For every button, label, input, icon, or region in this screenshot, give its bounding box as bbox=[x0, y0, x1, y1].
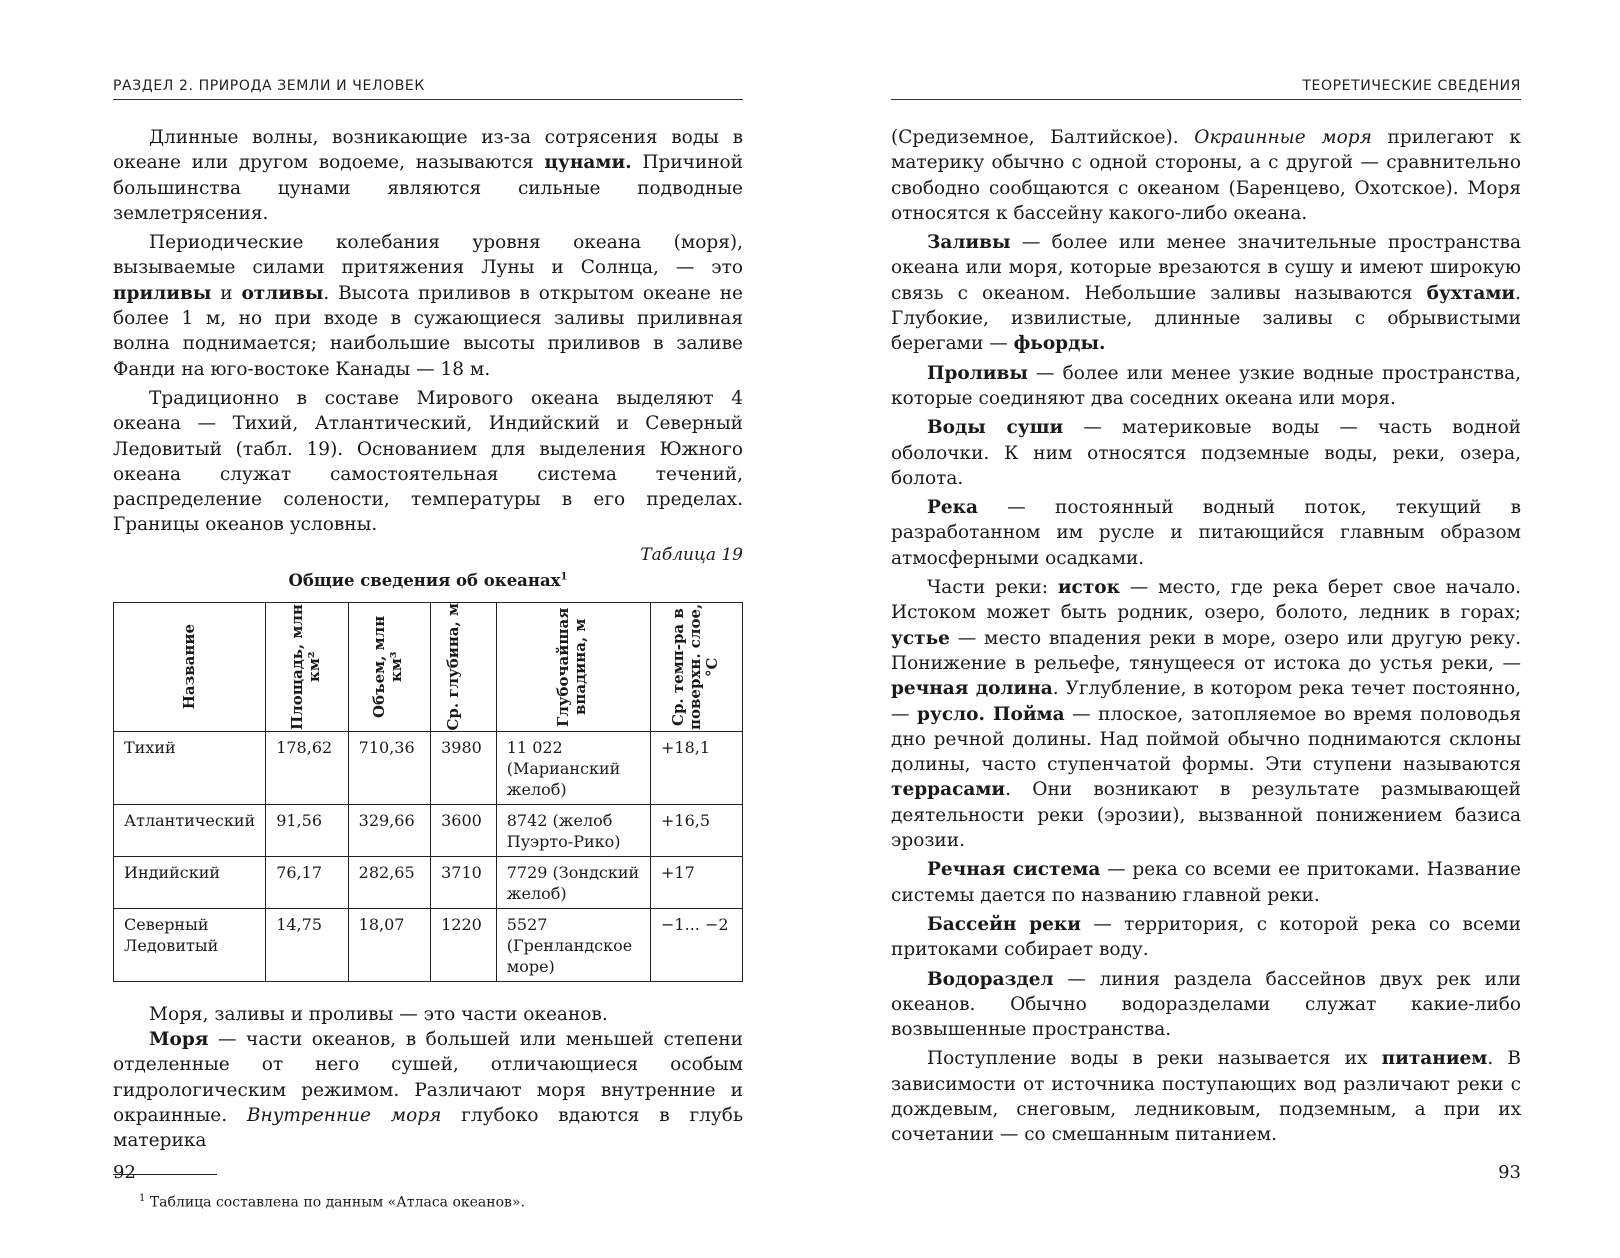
term-source: исток bbox=[1057, 577, 1120, 599]
term-river: Река bbox=[927, 497, 979, 519]
term-straits: Проливы bbox=[927, 362, 1028, 384]
term-tides: приливы bbox=[113, 282, 212, 304]
term-seas: Моря bbox=[149, 1029, 209, 1051]
paragraph-tides: Периодические колебания уровня океана (моря), вызываемые силами притяжения Луны и Солнца, — это приливы и отливы. Высота приливов в открытом океане не более 1 м, но при входе в сужающиеся заливы приливная волна поднимается; наибольшие высоты приливов в заливе Фанди на юго-востоке Канады — 18 м. bbox=[113, 232, 744, 380]
term-feeding: питанием bbox=[1381, 1048, 1488, 1070]
header-area: Площадь, млн км² bbox=[266, 602, 348, 731]
oceans-table bbox=[113, 602, 743, 982]
table-row: Индийский 76,17 282,65 3710 7729 (Зондский желоб) +17 bbox=[114, 856, 743, 908]
term-coves: бухтами bbox=[1426, 282, 1516, 304]
footnote: $^1$ Таблица составлена по данным «Атласа океанов». bbox=[139, 1192, 525, 1211]
paragraph-watershed: Водораздел — линия раздела бассейнов двух рек или океанов. Обычно водоразделами служат какие-либо возвышенные пространства. bbox=[891, 968, 1521, 1041]
left-page bbox=[113, 0, 743, 1258]
paragraph-river-parts: Части реки: исток — место, где река берет свое начало. Истоком может быть родник, озеро, болото, ледник в горах; устье — место впадения реки в море, озеро или другую реку. Понижение в рельефе, тянущееся от истока до устья реки, — речная долина. Углубление, в котором река течет постоянно, — русло. Пойма — плоское, затопляемое во время половодья дно речной долины. Над поймой обычно поднимаются склоны долины, часто ступенчатой формы. Эти ступени называются террасами. Они возникают в результате размывающей деятельности реки (эрозии), вызванной понижением базиса эрозии. bbox=[891, 577, 1521, 852]
table-header-row bbox=[114, 602, 743, 731]
term-bays: Заливы bbox=[927, 232, 1011, 254]
term-river-valley: речная долина bbox=[891, 678, 1053, 700]
paragraph-straits: Проливы — более или менее узкие водные пространства, которые соединяют два соседних океана или моря. bbox=[891, 362, 1521, 409]
term-terraces: террасами bbox=[891, 779, 1006, 801]
paragraph-tsunami: Длинные волны, возникающие из-за сотрясения воды в океане или другом водоеме, называются цунами. Причиной большинства цунами являются сильные подводные землетрясения. bbox=[113, 127, 744, 224]
paragraph-oceans: Традиционно в составе Мирового океана выделяют 4 океана — Тихий, Атлантический, Индийский и Северный Ледовитый (табл. 19). Основанием для выделения Южного океана служат самостоятельная система течений, распределение солености, температуры в его пределах. Границы океанов условны. bbox=[113, 387, 743, 536]
paragraph-seas: Моря — части океанов, в большей или меньшей степени отделенные от него сушей, отличающиеся особым гидрологическим режимом. Различают моря внутренние и окраинные. Внутренние моря глубоко вдаются в глубь материка bbox=[113, 1029, 744, 1152]
header-deepest-trench: Глубочайшая впадина, м bbox=[496, 602, 650, 731]
left-running-head: РАЗДЕЛ 2. ПРИРОДА ЗЕМЛИ И ЧЕЛОВЕК bbox=[113, 78, 743, 100]
header-surface-temp: Ср. темп-ра в поверхн. слое, °С bbox=[651, 602, 743, 731]
paragraph-seas-intro: Моря, заливы и проливы — это части океанов. bbox=[149, 1003, 608, 1025]
footnote-ref: 1 bbox=[560, 571, 568, 583]
table-label: Таблица 19 bbox=[640, 544, 743, 565]
term-inland-waters: Воды суши bbox=[927, 417, 1064, 439]
term-watershed: Водораздел bbox=[927, 968, 1054, 990]
table-title: Общие сведения об океанах$^1$ bbox=[288, 570, 568, 590]
term-tsunami: цунами. bbox=[544, 152, 632, 174]
paragraph-inland-waters: Воды суши — материковые воды — часть водной оболочки. К ним относятся подземные воды, реки, озера, болота. bbox=[891, 417, 1521, 489]
paragraph-seas-continued: (Средиземное, Балтийское). Окраинные моря прилегают к материку обычно с одной стороны, а с другой — сравнительно свободно сообщаются с океаном (Баренцево, Охотское). Моря относятся к бассейну какого-либо океана. bbox=[891, 127, 1521, 224]
paragraph-bays: Заливы — более или менее значительные пространства океана или моря, которые врезаются в сушу и имеют широкую связь с океаном. Небольшие заливы называются бухтами. Глубокие, извилистые, длинные заливы с обрывистыми берегами — фьорды. bbox=[891, 232, 1521, 355]
table-row: Северный Ледовитый 14,75 18,07 1220 5527 (Гренландское море) −1... −2 bbox=[114, 908, 743, 981]
term-riverbed-floodplain: русло. Пойма bbox=[917, 703, 1065, 725]
page-number-right: 93 bbox=[1498, 1162, 1521, 1183]
table-row: Атлантический 91,56 329,66 3600 8742 (желоб Пуэрто-Рико) +16,5 bbox=[114, 804, 743, 856]
right-running-head: ТЕОРЕТИЧЕСКИЕ СВЕДЕНИЯ bbox=[891, 78, 1521, 100]
table-row: Тихий 178,62 710,36 3980 11 022 (Марианский желоб) +18,1 bbox=[114, 731, 743, 804]
paragraph-river-feeding: Поступление воды в реки называется их питанием. В зависимости от источника поступающих вод различают реки с дождевым, снеговым, ледниковым, подземным, а при их сочетании — со смешанным питанием. bbox=[891, 1048, 1521, 1146]
header-volume: Объем, млн км³ bbox=[348, 602, 430, 731]
page-number-left: 92 bbox=[113, 1162, 136, 1183]
term-inland-seas: Внутренние моря bbox=[246, 1104, 442, 1126]
right-page bbox=[891, 0, 1521, 1258]
term-river-basin: Бассейн реки bbox=[927, 913, 1082, 935]
paragraph-river-system: Речная система — река со всеми ее притоками. Название системы дается по названию главной реки. bbox=[891, 859, 1522, 906]
header-avg-depth: Ср. глубина, м bbox=[431, 602, 497, 731]
paragraph-river: Река — постоянный водный поток, текущий в разработанном им русле и питающийся главным образом атмосферными осадками. bbox=[891, 497, 1521, 569]
term-fjords: фьорды. bbox=[1013, 333, 1106, 355]
paragraph-river-basin: Бассейн реки — территория, с которой река со всеми притоками собирает воду. bbox=[891, 913, 1521, 961]
term-marginal-seas: Окраинные моря bbox=[1194, 127, 1372, 148]
term-river-system: Речная система bbox=[927, 859, 1101, 881]
header-name: Название bbox=[114, 602, 266, 731]
term-mouth: устье bbox=[891, 627, 950, 649]
term-ebbs: отливы bbox=[241, 282, 324, 304]
left-page-body bbox=[113, 125, 743, 1212]
right-page-body bbox=[891, 125, 1521, 1148]
